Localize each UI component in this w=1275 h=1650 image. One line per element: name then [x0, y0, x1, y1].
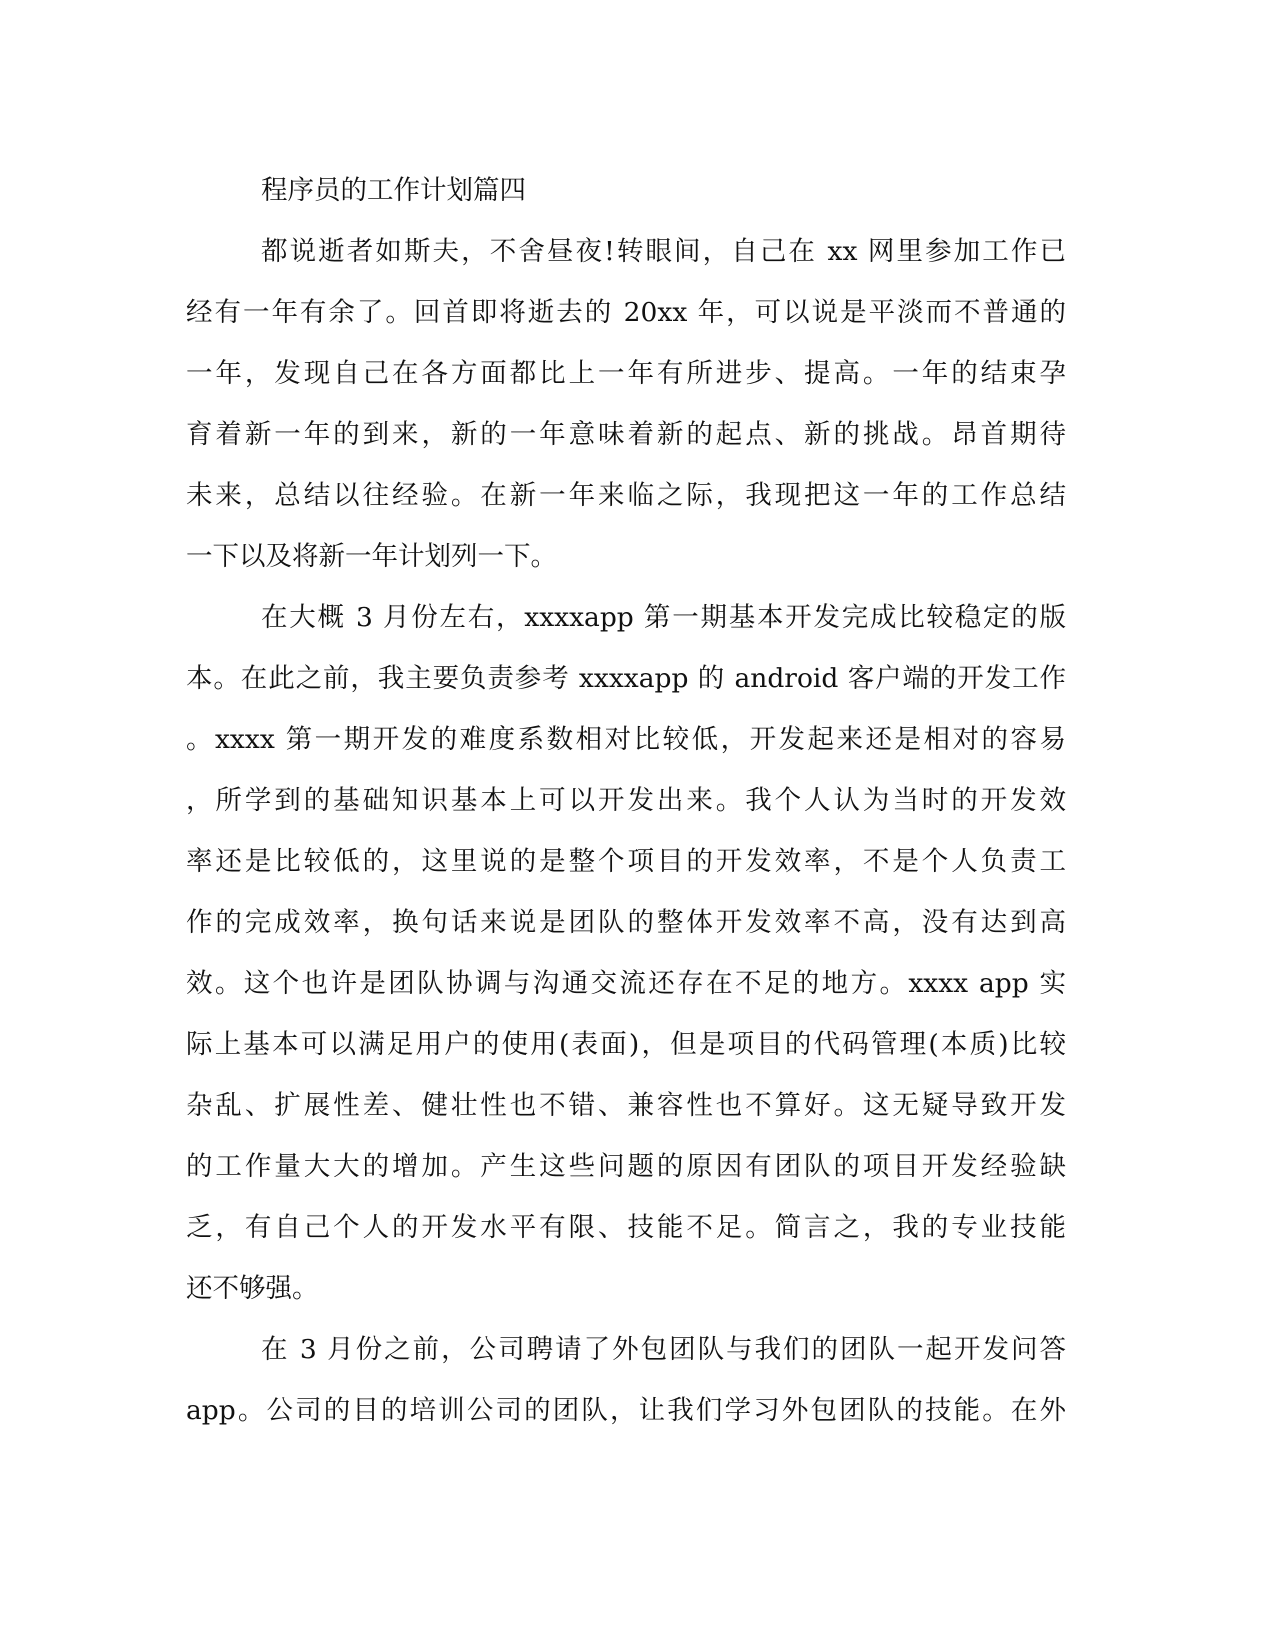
- paragraph-line: 育着新一年的到来，新的一年意味着新的起点、新的挑战。昂首期待: [186, 419, 1066, 450]
- paragraph-line: 经有一年有余了。回首即将逝去的 20xx 年，可以说是平淡而不普通的: [186, 297, 1066, 328]
- document-title: 程序员的工作计划篇四: [261, 175, 526, 206]
- paragraph-line: 效。这个也许是团队协调与沟通交流还存在不足的地方。xxxx app 实: [186, 968, 1066, 999]
- paragraph-line: 都说逝者如斯夫，不舍昼夜!转眼间，自己在 xx 网里参加工作已: [261, 236, 1066, 267]
- paragraph-line: 一下以及将新一年计划列一下。: [186, 541, 557, 572]
- paragraph-2: [186, 587, 1066, 1319]
- paragraph-line: 本。在此之前，我主要负责参考 xxxxapp 的 android 客户端的开发工作: [186, 663, 1066, 694]
- paragraph-line: app。公司的目的培训公司的团队，让我们学习外包团队的技能。在外: [186, 1395, 1066, 1426]
- paragraph-line: 未来，总结以往经验。在新一年来临之际，我现把这一年的工作总结: [186, 480, 1066, 511]
- paragraph-line: 杂乱、扩展性差、健壮性也不错、兼容性也不算好。这无疑导致开发: [186, 1090, 1066, 1121]
- paragraph-line: 作的完成效率，换句话来说是团队的整体开发效率不高，没有达到高: [186, 907, 1066, 938]
- paragraph-line: 率还是比较低的，这里说的是整个项目的开发效率，不是个人负责工: [186, 846, 1066, 877]
- paragraph-line: 的工作量大大的增加。产生这些问题的原因有团队的项目开发经验缺: [186, 1151, 1066, 1182]
- paragraph-line: 还不够强。: [186, 1273, 319, 1304]
- paragraph-line: 在 3 月份之前，公司聘请了外包团队与我们的团队一起开发问答: [261, 1334, 1066, 1365]
- paragraph-3: [186, 1319, 1066, 1441]
- paragraph-line: 一年，发现自己在各方面都比上一年有所进步、提高。一年的结束孕: [186, 358, 1066, 389]
- paragraph-line: 乏，有自己个人的开发水平有限、技能不足。简言之，我的专业技能: [186, 1212, 1066, 1243]
- paragraph-line: 。xxxx 第一期开发的难度系数相对比较低，开发起来还是相对的容易: [186, 724, 1066, 755]
- paragraph-line: 在大概 3 月份左右，xxxxapp 第一期基本开发完成比较稳定的版: [261, 602, 1066, 633]
- paragraph-1: [186, 221, 1066, 587]
- document-body: [186, 160, 1066, 1441]
- paragraph-line: 际上基本可以满足用户的使用(表面)，但是项目的代码管理(本质)比较: [186, 1029, 1066, 1060]
- paragraph-line: ，所学到的基础知识基本上可以开发出来。我个人认为当时的开发效: [186, 785, 1066, 816]
